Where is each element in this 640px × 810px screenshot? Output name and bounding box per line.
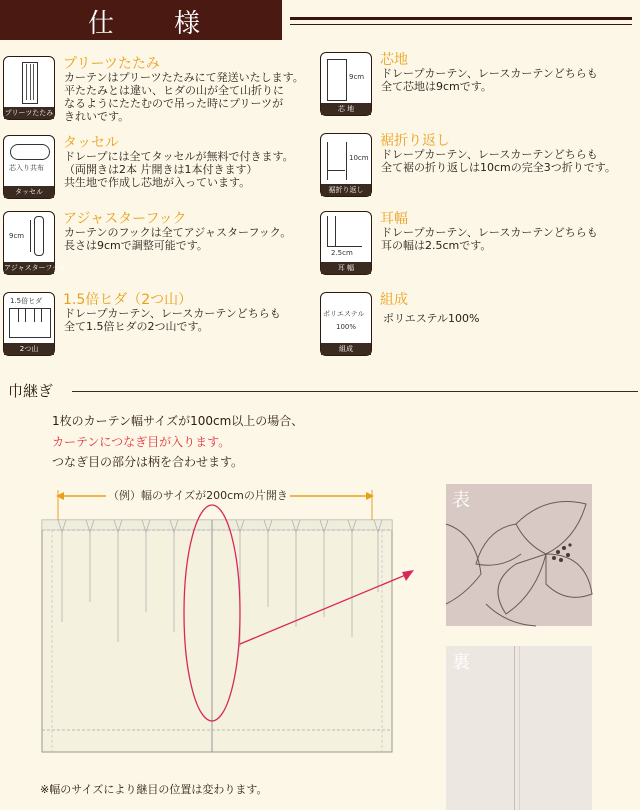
spec-desc: ポリエステル100% bbox=[383, 312, 480, 325]
spec-title: 1.5倍ヒダ（2つ山） bbox=[63, 292, 193, 308]
pleat-hida-icon: 1.5倍ヒダ 2つ山 bbox=[3, 292, 55, 356]
section-title-joint: 巾継ぎ bbox=[8, 382, 54, 400]
joint-note-2: カーテンにつなぎ目が入ります。 bbox=[52, 435, 231, 449]
page-title: 仕様 bbox=[88, 9, 261, 39]
joint-note-1: 1枚のカーテン幅サイズが100cm以上の場合、 bbox=[52, 414, 304, 428]
spec-desc: ドレープカーテン、レースカーテンどちらも 耳の幅は2.5cmです。 bbox=[381, 226, 598, 252]
spec-title: 芯地 bbox=[380, 52, 408, 68]
curtain-diagram bbox=[0, 480, 440, 780]
hook-icon: 9cm アジャスターフック bbox=[3, 211, 55, 275]
section-rule bbox=[72, 391, 638, 392]
joint-note-3: つなぎ目の部分は柄を合わせます。 bbox=[52, 455, 244, 469]
spec-title: 耳幅 bbox=[380, 211, 408, 227]
spec-title: アジャスターフック bbox=[63, 211, 187, 227]
spec-desc: カーテンはプリーツたたみにて発送いたします。 平たたみとは違い、ヒダの山が全て山折りに なるようにたたむので吊った時にプリーツが きれいです。 bbox=[64, 71, 304, 123]
spec-title: プリーツたたみ bbox=[63, 56, 160, 72]
material-label-icon: ポリエステル 100% 組成 bbox=[320, 292, 372, 356]
fabric-back-swatch bbox=[446, 646, 592, 810]
spec-title: 組成 bbox=[380, 292, 408, 308]
core-fabric-icon: 9cm 芯 地 bbox=[320, 52, 372, 116]
front-label: 表 bbox=[452, 490, 470, 511]
pleat-icon: プリーツたたみ bbox=[3, 56, 55, 120]
spec-desc: ドレープには全てタッセルが無料で付きます。 （両開きは2本 片開きは1本付きます） 共生地で作成し芯地が入っています。 bbox=[64, 150, 294, 189]
ear-width-icon: 2.5cm 耳 幅 bbox=[320, 211, 372, 275]
spec-title: 裾折り返し bbox=[380, 133, 450, 149]
back-label: 裏 bbox=[452, 652, 470, 673]
spec-desc: ドレープカーテン、レースカーテンどちらも 全て芯地は9cmです。 bbox=[381, 67, 598, 93]
section-header bbox=[0, 0, 640, 44]
spec-title: タッセル bbox=[63, 135, 119, 151]
fabric-front-swatch bbox=[446, 484, 592, 626]
header-rule bbox=[290, 17, 632, 20]
tassel-icon: 芯入り共布 タッセル bbox=[3, 135, 55, 199]
dimension-label: （例）幅のサイズが200cmの片開き bbox=[108, 489, 288, 502]
spec-desc: カーテンのフックは全てアジャスターフック。 長さは9cmで調整可能です。 bbox=[64, 226, 292, 252]
header-rule-thin bbox=[290, 24, 632, 25]
hem-icon: 10cm 裾折り返し bbox=[320, 133, 372, 197]
footnote: ※幅のサイズにより継目の位置は変わります。 bbox=[40, 783, 268, 796]
spec-desc: ドレープカーテン、レースカーテンどちらも 全て1.5倍ヒダの2つ山です。 bbox=[64, 307, 281, 333]
spec-desc: ドレープカーテン、レースカーテンどちらも 全て裾の折り返しは10cmの完全3つ折りです。 bbox=[381, 148, 616, 174]
